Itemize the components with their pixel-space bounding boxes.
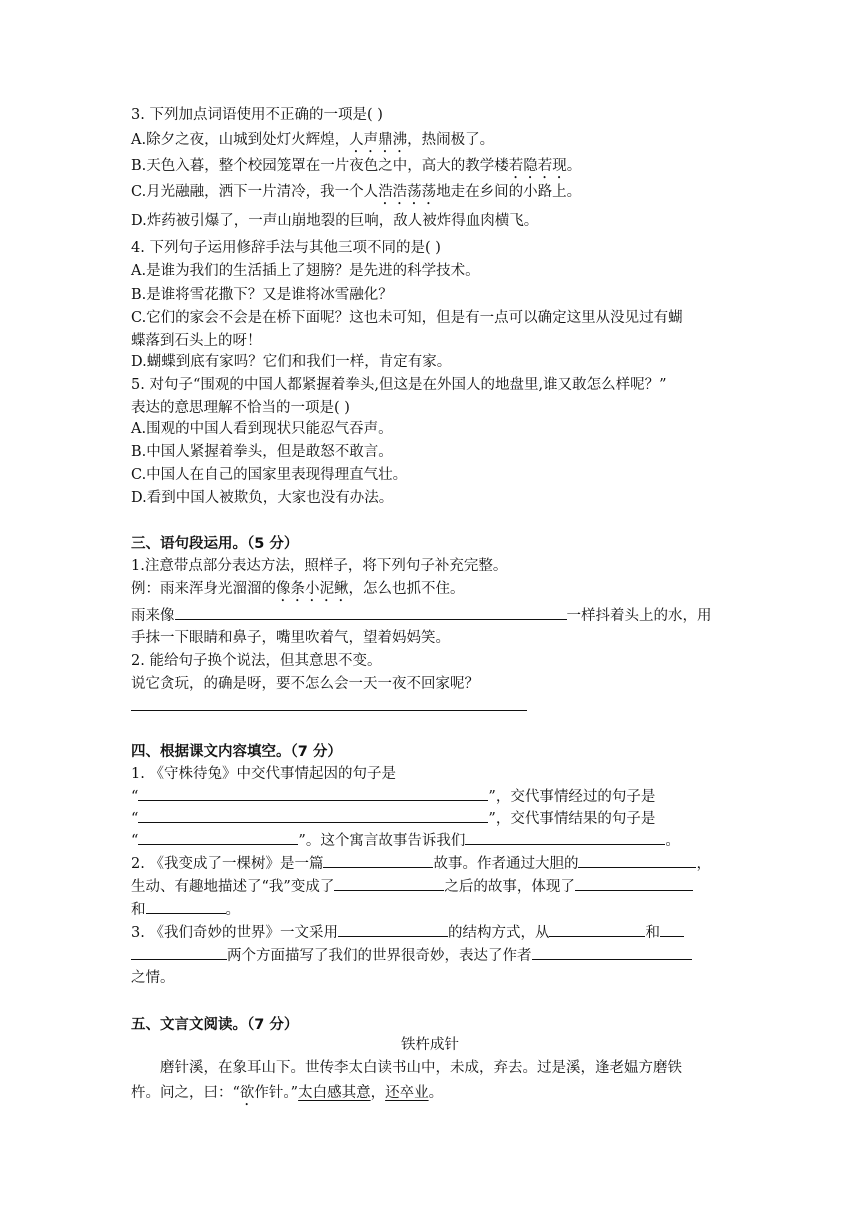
q3-option-b: B.天色入暮，整个校园笼罩在一片夜色之中，高大的教学楼若隐若现。	[131, 158, 582, 174]
sec4-q3-line1: 3. 《我们奇妙的世界》一文采用 的结构方式，从 和	[131, 921, 684, 944]
sec4-q1-row2: “ ”，交代事情结果的句子是	[131, 807, 655, 830]
sec4-q2-line1: 2. 《我变成了一棵树》是一篇 故事。作者通过大胆的 ，	[131, 852, 711, 875]
sec3-q1: 1.注意带点部分表达方法，照样子，将下列句子补充完整。	[131, 558, 508, 574]
answer-blank[interactable]	[532, 944, 692, 960]
q4-option-b: B.是谁将雪花撒下？又是谁将冰雪融化？	[131, 287, 393, 303]
q5-option-c: C.中国人在自己的国家里表现得理直气壮。	[131, 467, 408, 483]
sec3-fill-line2: 手抹一下眼睛和鼻子，嘴里吹着气，望着妈妈笑。	[131, 630, 450, 646]
q5-stem-line1: 5. 对句子“围观的中国人都紧握着拳头,但这是在外国人的地盘里,谁又敢怎么样呢？”	[131, 377, 667, 393]
q4-option-c-line1: C.它们的家会不会是在桥下面呢？这也未可知，但是有一点可以确定这里从没见过有蝴	[131, 310, 683, 326]
passage-line2: 杵。问之，曰：“欲作针。”太白感其意，还卒业。	[131, 1085, 444, 1101]
sec4-q1-row1: “ ”，交代事情经过的句子是	[131, 785, 655, 808]
answer-blank[interactable]	[138, 807, 488, 823]
passage-title: 铁杵成针	[401, 1037, 459, 1053]
sec4-q1: 1. 《守株待兔》中交代事情起因的句子是	[131, 766, 396, 782]
sec4-q1-row3: “ ”。这个寓言故事告诉我们 。	[131, 829, 680, 852]
q3-option-d: D.炸药被引爆了，一声山崩地裂的巨响，敌人被炸得血肉横飞。	[131, 213, 539, 229]
sec3-q2-sentence: 说它贪玩，的确是呀，要不怎么会一天一夜不回家呢？	[131, 676, 479, 692]
sec3-fill-line1: 雨来像 一样抖着头上的水，用	[131, 604, 712, 627]
q4-stem: 4. 下列句子运用修辞手法与其他三项不同的是( )	[131, 240, 441, 256]
answer-blank[interactable]	[138, 785, 488, 801]
q3-stem: 3. 下列加点词语使用不正确的一项是( )	[131, 107, 383, 123]
answer-line[interactable]	[131, 710, 527, 711]
answer-blank[interactable]	[549, 921, 645, 937]
answer-blank[interactable]	[138, 829, 298, 845]
answer-blank[interactable]	[146, 898, 226, 914]
sec4-q3-line2: 两个方面描写了我们的世界很奇妙，表达了作者	[131, 944, 692, 967]
section-5-heading: 五、文言文阅读。（7 分）	[131, 1017, 299, 1033]
sec4-q2-line3: 和 。	[131, 898, 240, 921]
passage-line1: 磨针溪，在象耳山下。世传李太白读书山中，未成，弃去。过是溪，逢老媪方磨铁	[160, 1060, 682, 1076]
q5-option-b: B.中国人紧握着拳头，但是敢怒不敢言。	[131, 444, 393, 460]
sec3-example: 例：雨来浑身光溜溜的像条小泥鳅，怎么也抓不住。	[131, 581, 465, 597]
sec4-q3-line3: 之情。	[131, 970, 175, 986]
section-4-heading: 四、根据课文内容填空。（7 分）	[131, 744, 342, 760]
answer-blank[interactable]	[575, 875, 693, 891]
answer-blank[interactable]	[323, 852, 433, 868]
answer-blank[interactable]	[465, 829, 665, 845]
section-3-heading: 三、语句段运用。（5 分）	[131, 536, 299, 552]
q3-option-a: A.除夕之夜，山城到处灯火辉煌，人声鼎沸，热闹极了。	[131, 132, 495, 148]
q3-option-c: C.月光融融，洒下一片清冷，我一个人浩浩荡荡地走在乡间的小路上。	[131, 184, 582, 200]
answer-blank[interactable]	[175, 604, 567, 620]
sec4-q2-line2: 生动、有趣地描述了“我”变成了 之后的故事，体现了	[131, 875, 693, 898]
answer-blank[interactable]	[338, 921, 448, 937]
answer-blank[interactable]	[334, 875, 444, 891]
q4-option-d: D.蝴蝶到底有家吗？它们和我们一样，肯定有家。	[131, 354, 452, 370]
sec3-q2: 2. 能给句子换个说法，但其意思不变。	[131, 653, 382, 669]
q4-option-c-line2: 蝶落到石头上的呀！	[131, 333, 262, 349]
answer-blank[interactable]	[578, 852, 696, 868]
answer-blank[interactable]	[660, 921, 684, 937]
answer-blank[interactable]	[131, 944, 227, 960]
q5-option-d: D.看到中国人被欺负，大家也没有办法。	[131, 490, 394, 506]
q4-option-a: A.是谁为我们的生活插上了翅膀？是先进的科学技术。	[131, 263, 480, 279]
q5-stem-line2: 表达的意思理解不恰当的一项是( )	[131, 400, 350, 416]
q5-option-a: A.围观的中国人看到现状只能忍气吞声。	[131, 421, 393, 437]
